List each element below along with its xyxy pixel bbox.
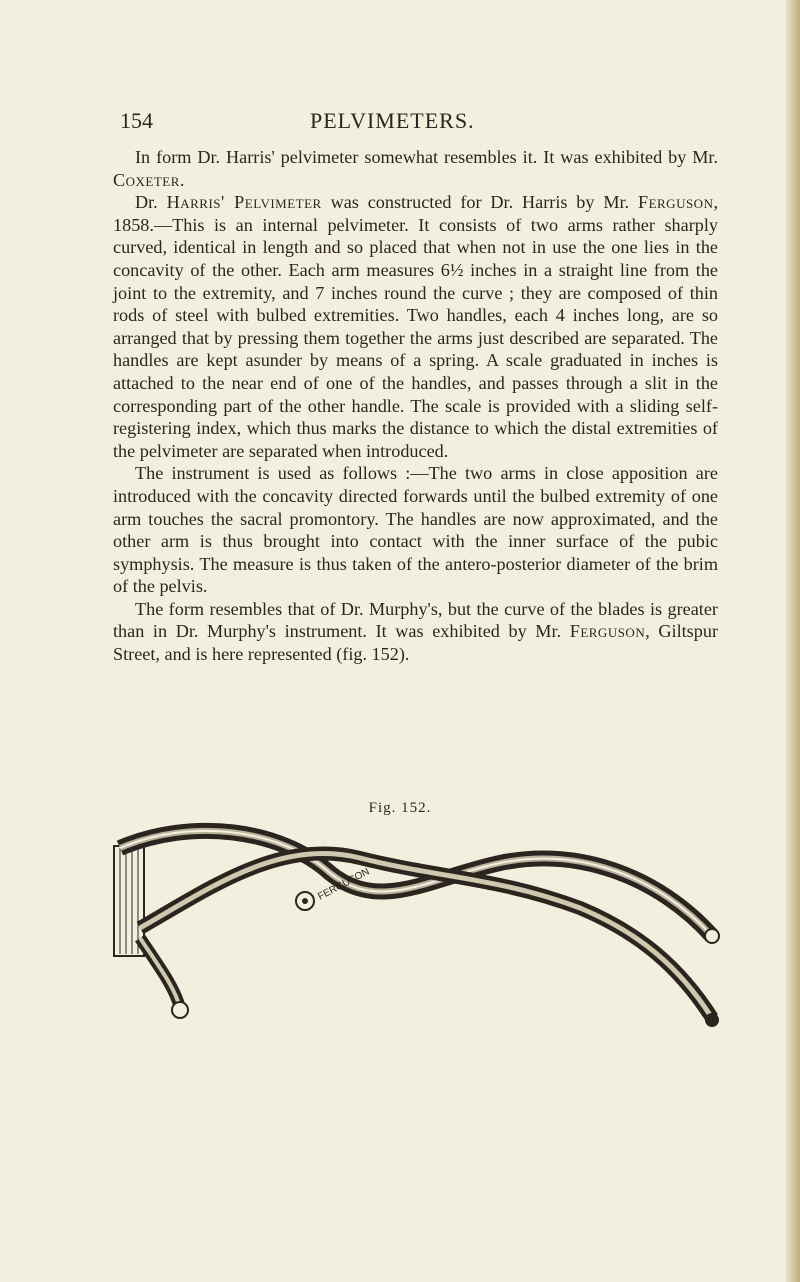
bulb-tip-lower [705,1013,719,1027]
bulb-tip-left [172,1002,188,1018]
page-header [120,108,720,136]
left-arm [140,938,180,1008]
maker-stamp: FERGUSON [316,866,372,903]
paragraph [113,146,718,191]
figure-caption: Fig. 152. [368,800,432,816]
page-number: 154 [120,108,153,133]
paragraph [113,191,718,462]
text-run: The form resembles that of Dr. Murphy's, but the curve of the blades is greater than in Dr. Murphy's instrument. It was exhibited by Mr. [113,598,718,642]
text-run: was constructed for Dr. Harris by Mr. [321,192,638,213]
joint-center [302,898,308,904]
page-edge [786,0,800,1282]
text-run: Dr. [135,192,167,213]
text-run: In form Dr. Harris' pelvimeter somewhat resembles it. It was exhibited by Mr. [135,147,718,167]
text-run: The instrument is used as follows :—The two arms in close apposition are introduced with the concavity directed forwards until the bulbed extremity of one arm touches the sacral promontory. The handles are now approximated, and the other arm is thus brought into contact with the inner surface of the pubic symphysis. The measure is thus taken of the antero-posterior diameter of the brim of the pelvis. [113,463,718,597]
bulb-tip-upper [705,929,719,943]
body-text [113,146,718,666]
paragraph [113,598,718,666]
small-caps-name: Coxeter. [113,169,185,190]
pelvimeter-illustration [100,818,730,1048]
small-caps-name: Harris' Pelvimeter [166,192,322,213]
paragraph [113,462,718,598]
running-title: PELVIMETERS. [310,108,475,133]
small-caps-name: Ferguson [637,192,714,213]
text-run: , Giltspur Street, and is here represented (fig. 152). [113,621,718,665]
text-run: , 1858.—This is an internal pelvimeter. It consists of two arms rather sharply curved, identical in length and so placed that when not in use the one lies in the concavity of the other. Each arm measures 6½ inches in a straight line from the joint to the extremity, and 7 inches round the curve ; they are composed of thin rods of steel with bulbed extremities. Two handles, each 4 inches long, are so arranged that by pressing them together the arms just described are separated. The handles are kept asunder by means of a spring. A scale graduated in inches is attached to the near end of one of the handles, and passes through a slit in the corresponding part of the other handle. The scale is provided with a sliding self-registering index, which thus marks the distance to which the distal extremities of the pelvimeter are separated when introduced. [113,192,719,461]
small-caps-name: Ferguson [569,621,646,642]
